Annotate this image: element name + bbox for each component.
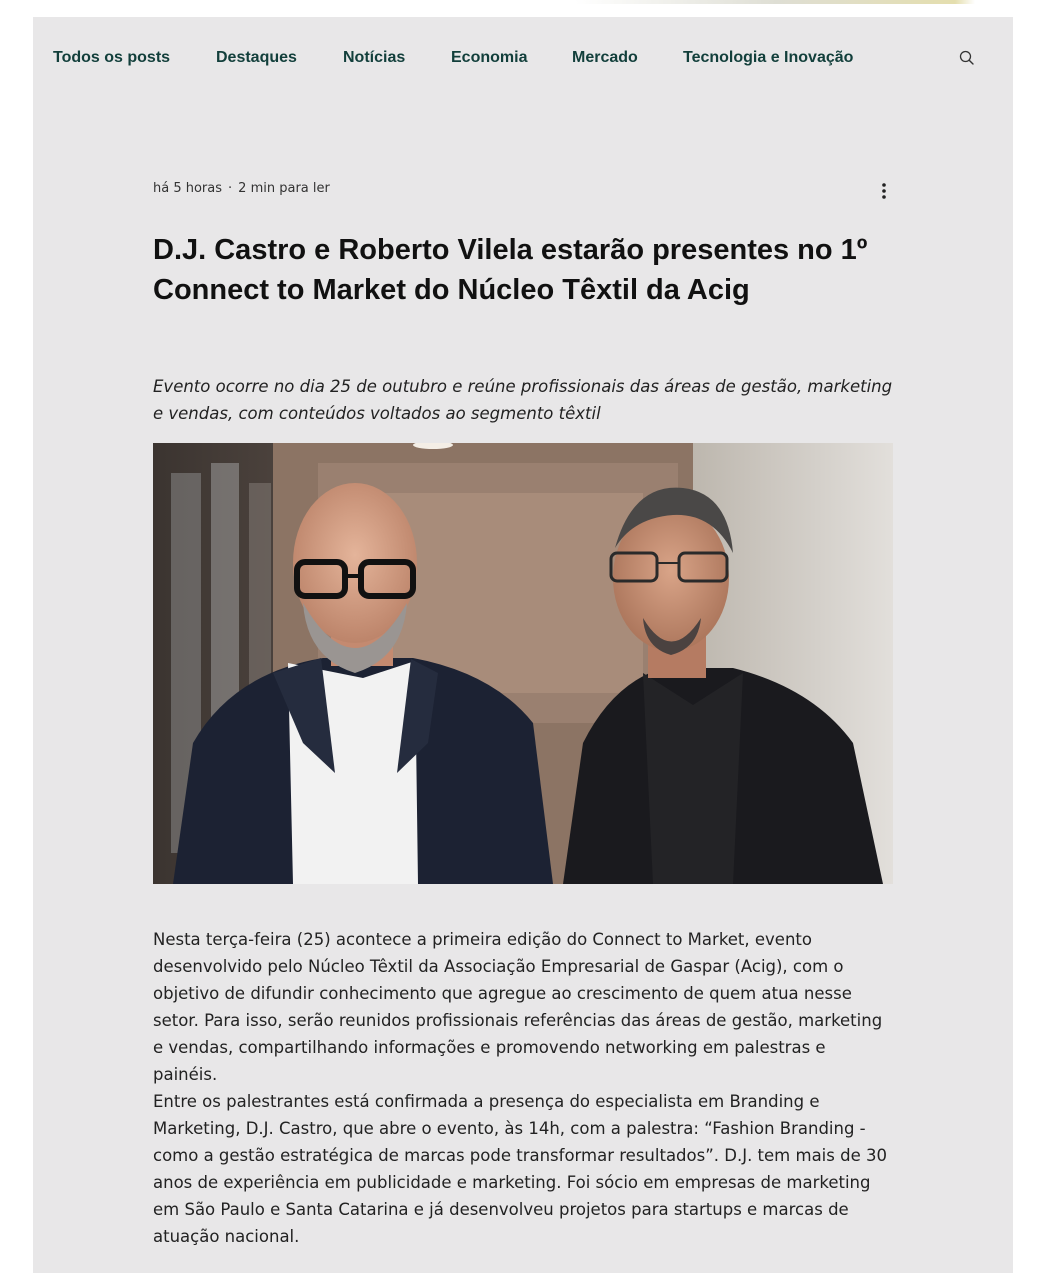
nav-item-economia[interactable]: Economia xyxy=(451,49,528,66)
top-strip xyxy=(0,0,1038,17)
blog-post-frame xyxy=(33,17,1013,1273)
post-read-time: 2 min para ler xyxy=(238,181,330,196)
post-time-ago: há 5 horas xyxy=(153,181,223,196)
post-subtitle: Evento ocorre no dia 25 de outubro e reúne profissionais das áreas de gestão, marketing e vendas, com conteúdos voltados ao segmento têxtil xyxy=(153,377,893,423)
nav-item-destaques[interactable]: Destaques xyxy=(216,49,297,66)
post-paragraph: Nesta terça-feira (25) acontece a primeira edição do Connect to Market, evento desenvolvido pelo Núcleo Têxtil da Associação Empresarial de Gaspar (Acig), com o objetivo de difundir conhecimento que agregue ao crescimento de quem atua nesse setor. Para isso, serão reunidos profissionais referências das áreas de gestão, marketing e vendas, compartilhando informações e promovendo networking em palestras e painéis. xyxy=(153,930,883,1084)
nav-item-tecnologia-e-inovacao[interactable]: Tecnologia e Inovação xyxy=(683,49,854,66)
post-cover-photo xyxy=(153,443,893,884)
search-icon[interactable] xyxy=(958,49,976,67)
top-strip-fade xyxy=(575,0,975,4)
post-paragraph: Entre os palestrantes está confirmada a presença do especialista em Branding e Marketing, D.J. Castro, que abre o evento, às 14h, com a palestra: “Fashion Branding - como a gestão estratégica de marcas pode transformar resultados”. D.J. tem mais de 30 anos de experiência em publicidade e marketing. Foi sócio em empresas de marketing em São Paulo e Santa Catarina e já desenvolveu projetos para startups e marcas de atuação nacional. xyxy=(153,1092,887,1246)
post-meta xyxy=(153,181,330,196)
nav-item-noticias[interactable]: Notícias xyxy=(343,49,406,66)
more-vertical-icon[interactable] xyxy=(873,180,895,202)
post-title: D.J. Castro e Roberto Vilela estarão presentes no 1º Connect to Market do Núcleo Têxtil da Acig xyxy=(153,234,868,306)
nav-item-todos-os-posts[interactable]: Todos os posts xyxy=(53,49,171,66)
nav-item-mercado[interactable]: Mercado xyxy=(572,49,638,66)
meta-separator: · xyxy=(228,181,233,196)
category-nav xyxy=(33,17,1013,99)
